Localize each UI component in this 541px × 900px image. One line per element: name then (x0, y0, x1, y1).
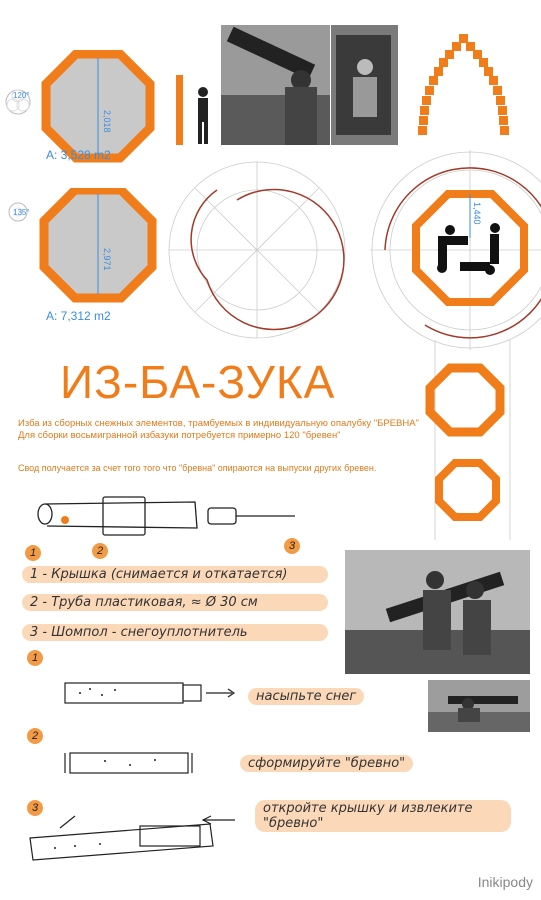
callout-1: 1 (25, 545, 41, 561)
step-3-sketch (25, 808, 240, 868)
signature: Inikipody (477, 874, 533, 890)
vault-note: Свод получается за счет того того что "бревна" опираются на выпуски других бревен. (18, 463, 377, 473)
scale-figure (170, 70, 220, 150)
octagon-ring-1 (420, 360, 510, 440)
bazooka-photo-3 (345, 550, 530, 674)
step-2-sketch (60, 745, 210, 785)
spiral-dimension: 1,440 (472, 202, 482, 225)
spiral-construction (160, 150, 541, 350)
page-title: ИЗ-БА-ЗУКА (60, 356, 336, 408)
angle-icon-120 (6, 90, 30, 114)
bazooka-photo-1 (221, 25, 330, 145)
octagon-ring-2 (430, 455, 505, 525)
description-line-1: Изба из сборных снежных элементов, трамбуемых в индивидуальную опалубку "БРЕВНА" (18, 418, 419, 429)
large-octagon-plan (0, 188, 160, 306)
angle-icon-135 (9, 203, 30, 221)
step-1-text: насыпьте снег (248, 688, 364, 705)
small-octagon-area: А: 3,528 m2 (46, 148, 111, 162)
step-1-number: 1 (27, 650, 43, 666)
vault-arch-section (398, 30, 533, 150)
large-octagon-dimension: 2,971 (102, 248, 112, 271)
callout-3: 3 (284, 538, 300, 554)
bazooka-photo-4 (428, 680, 530, 732)
small-octagon-dimension: 2,018 (102, 110, 112, 133)
angle-label-135: 135° (13, 208, 30, 217)
large-octagon-area: А: 7,312 m2 (46, 309, 111, 323)
step-3-number: 3 (27, 800, 43, 816)
step-2-number: 2 (27, 728, 43, 744)
step-2-text: сформируйте "бревно" (240, 755, 413, 772)
part-1-text: 1 - Крышка (снимается и откатается) (22, 566, 328, 583)
step-3-text: откройте крышку и извлеките "бревно" (255, 800, 511, 832)
part-3-text: 3 - Шомпол - снегоуплотнитель (22, 624, 328, 641)
bazooka-sketch (25, 492, 305, 552)
step-1-sketch (60, 675, 240, 715)
bazooka-photo-2 (331, 25, 398, 145)
part-2-text: 2 - Труба пластиковая, ≈ Ø 30 см (22, 594, 328, 611)
callout-2: 2 (92, 543, 108, 559)
angle-label-120: 120° (13, 91, 30, 100)
description-line-2: Для сборки восьмигранной избазуки потребуется примерно 120 "бревен" (18, 430, 341, 441)
